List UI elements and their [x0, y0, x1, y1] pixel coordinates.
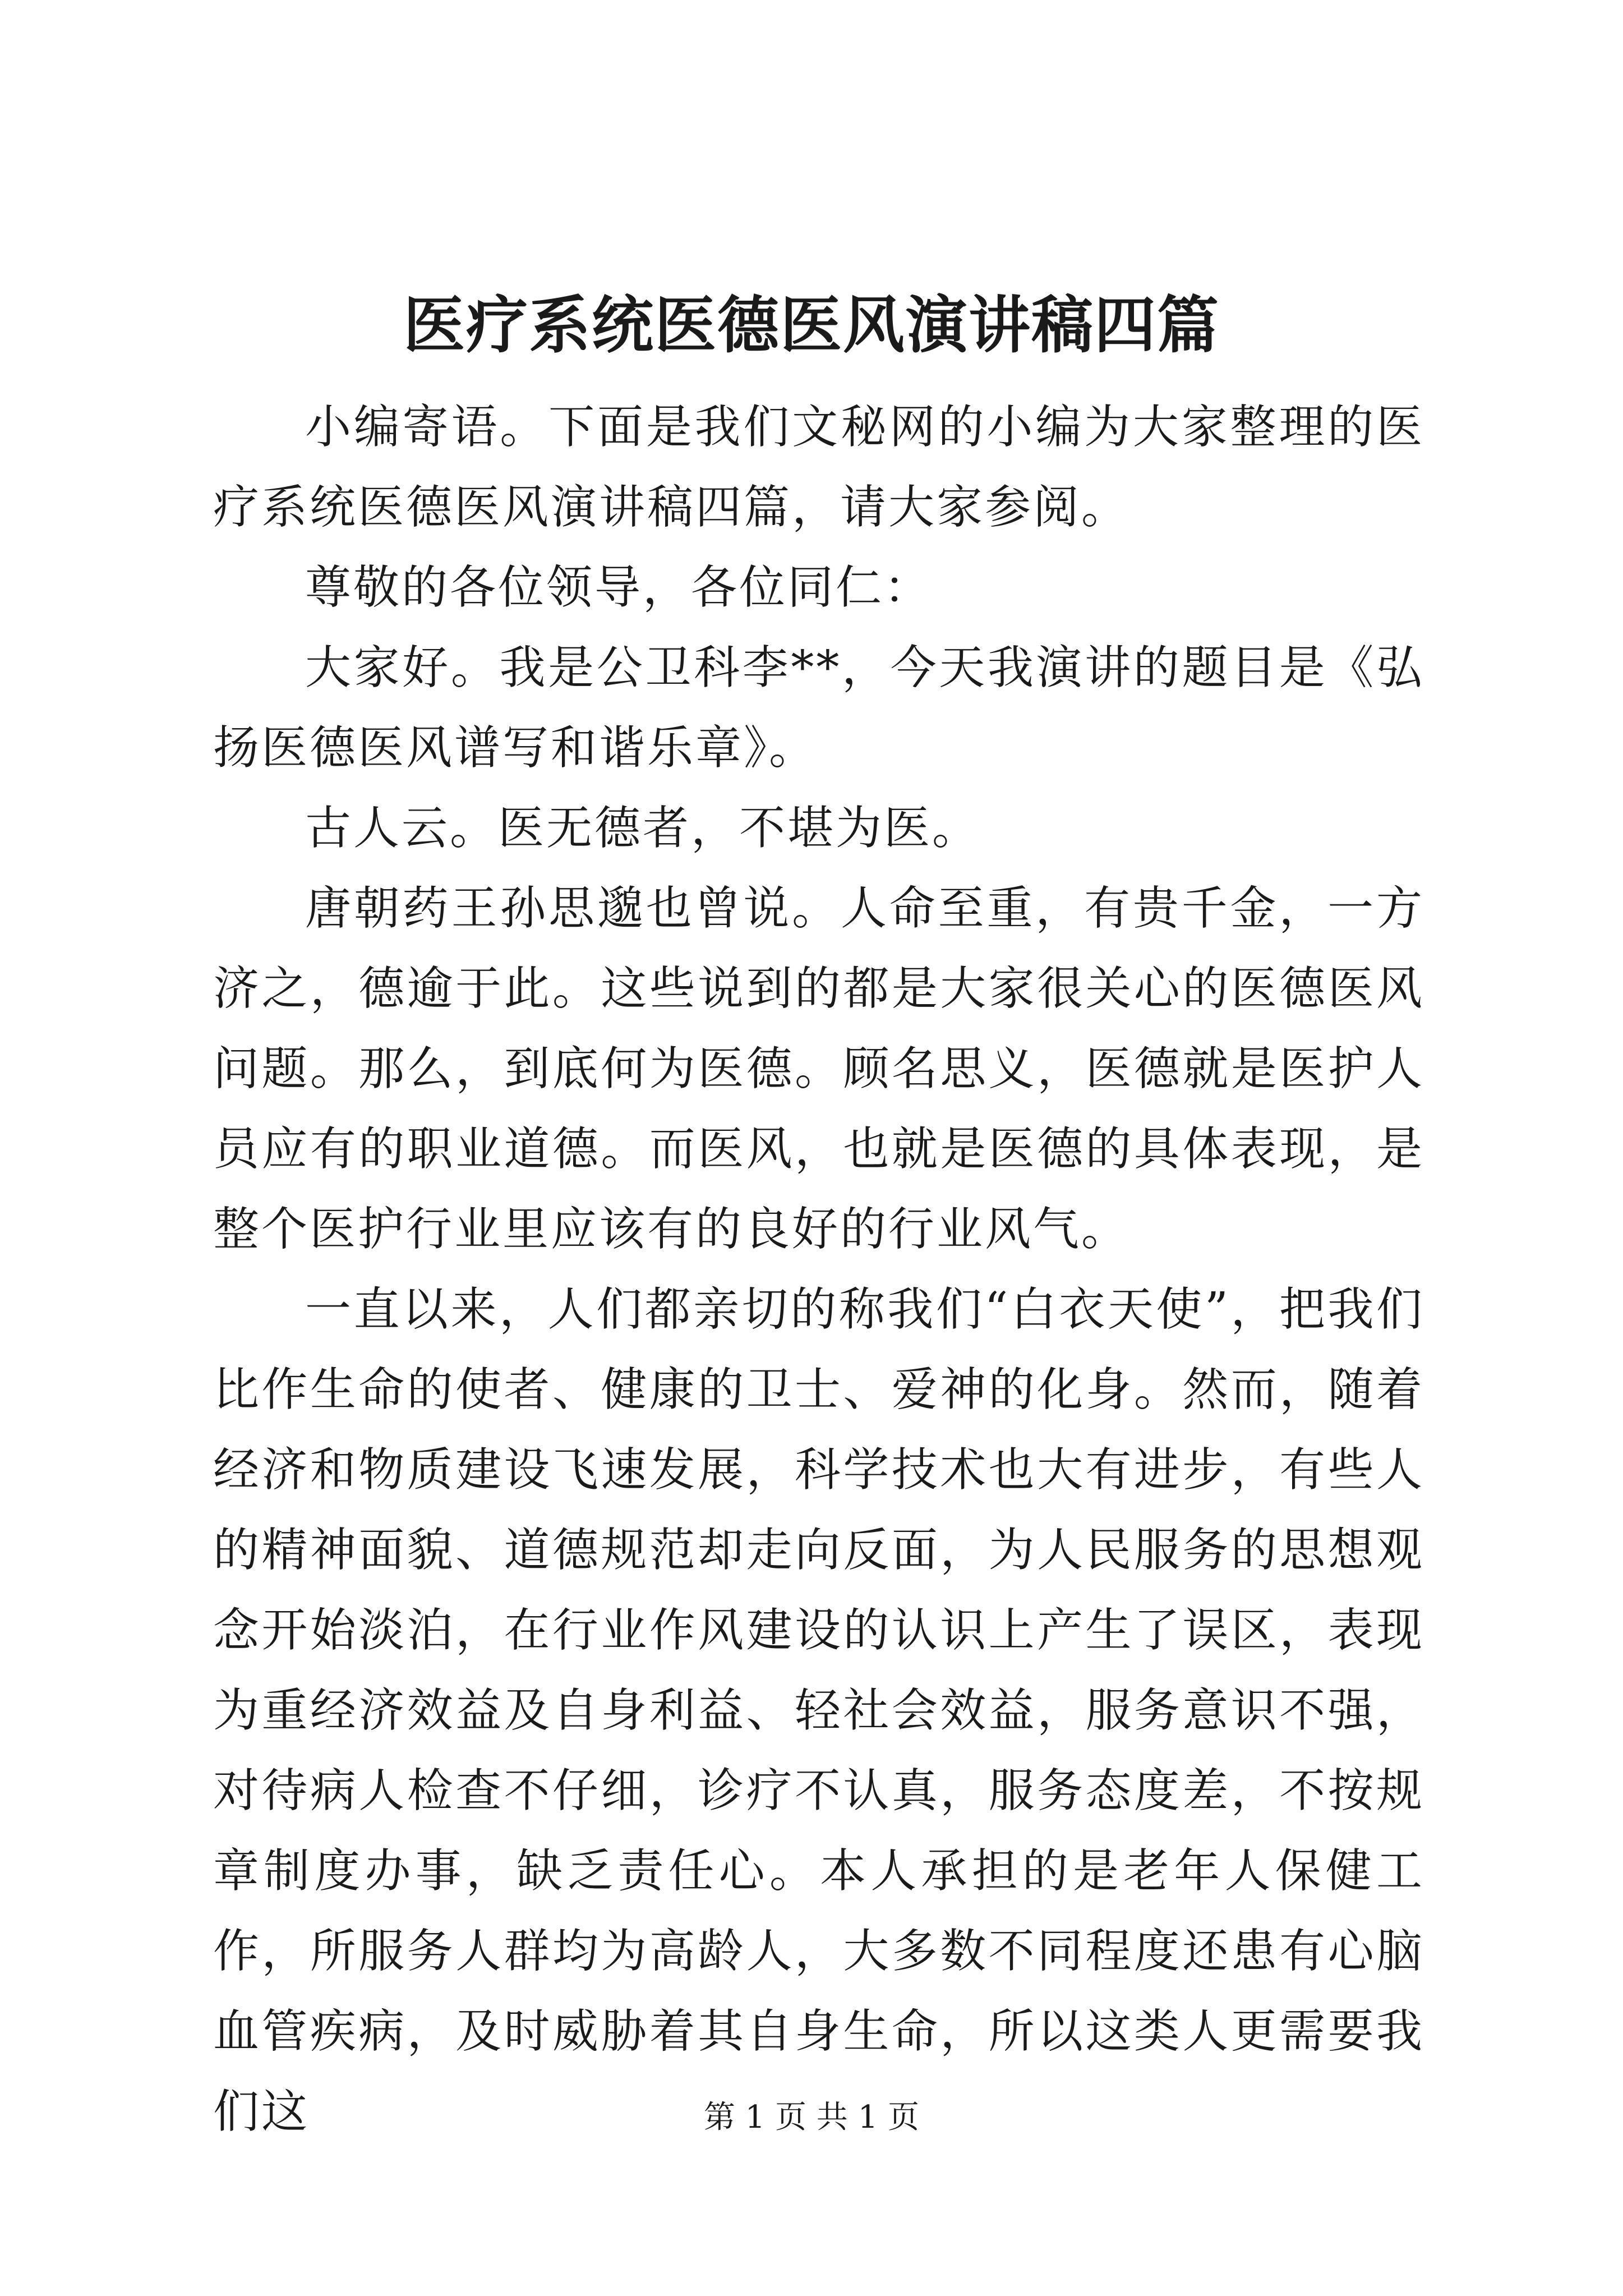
paragraph-salutation: 尊敬的各位领导，各位同仁： [305, 561, 933, 614]
page-footer: 第 1 页 共 1 页 [703, 2099, 920, 2136]
document-title: 医疗系统医德医风演讲稿四篇 [403, 289, 1220, 361]
paragraph-greeting: 大家好。我是公卫科李**，今天我演讲的题目是《弘扬医德医风谱写和谐乐章》。 [213, 641, 1424, 775]
paragraph-intro: 小编寄语。下面是我们文秘网的小编为大家整理的医疗系统医德医风演讲稿四篇，请大家参阅。 [213, 401, 1424, 534]
paragraph-white-angels: 一直以来，人们都亲切的称我们“白衣天使”，把我们比作生命的使者、健康的卫士、爱神的化身。然而，随着经济和物质建设飞速发展，科学技术也大有进步，有些人的精神面貌、道德规范却走向反面，为人民服务的思想观念开始淡泊，在行业作风建设的认识上产生了误区，表现为重经济效益及自身利益、轻社会效益，服务意识不强，对待病人检查不仔细，诊疗不认真，服务态度差，不按规章制度办事，缺乏责任心。本人承担的是老年人保健工作，所服务人群均为高龄人，大多数不同程度还患有心脑血管疾病，及时威胁着其自身生命，所以这类人更需要我们这 [213, 1283, 1424, 2138]
paragraph-quote-ancients: 古人云。医无德者，不堪为医。 [305, 802, 981, 855]
document-body [213, 387, 1424, 2152]
paragraph-sun-simiao: 唐朝药王孙思邈也曾说。人命至重，有贵千金，一方济之，德逾于此。这些说到的都是大家很关心的医德医风问题。那么，到底何为医德。顾名思义，医德就是医护人员应有的职业道德。而医风，也就是医德的具体表现，是整个医护行业里应该有的良好的行业风气。 [213, 882, 1424, 1256]
